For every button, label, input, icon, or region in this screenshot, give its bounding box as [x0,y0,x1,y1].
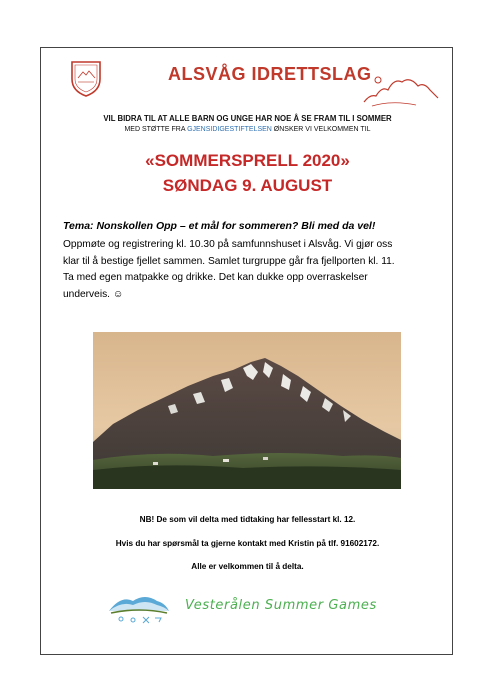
support-line: MED STØTTE FRA GJENSIDIGESTIFTELSEN ØNSKER VI VELKOMMEN TIL [124,126,371,133]
mountain-sketch-icon [362,72,440,110]
theme-line: Tema: Nonskollen Opp – et mål for sommeren? Bli med da vel! [63,220,376,232]
event-description: Oppmøte og registrering kl. 10.30 på samfunnshuset i Alsvåg. Vi gjør oss klar til å bestige fjellet sammen. Samlet turgruppe går fra fjellporten kl. 11. Ta med egen matpakke og drikke. Det kan dukke opp overraskelser underveis. ☺ [63,239,395,301]
sponsor-name: GJENSIDIGESTIFTELSEN [187,126,272,133]
timing-notice: NB! De som vil delta med tidtaking har fellesstart kl. 12. [139,515,356,524]
club-badge-logo [69,59,103,97]
event-title: «SOMMERSPRELL 2020» [145,151,350,170]
event-date: SØNDAG 9. AUGUST [162,176,333,195]
mission-statement: VIL BIDRA TIL AT ALLE BARN OG UNGE HAR NOE Å SE FRAM TIL I SOMMER [103,114,392,123]
contact-notice: Hvis du har spørsmål ta gjerne kontakt med Kristin på tlf. 91602172. [115,539,380,548]
welcome-notice: Alle er velkommen til å delta. [191,562,304,571]
summer-games-brand: Vesterålen Summer Games [185,598,377,613]
org-title: ALSVÅG IDRETTSLAG [168,64,372,84]
mountain-photo [93,332,401,489]
summer-games-logo [107,591,171,627]
